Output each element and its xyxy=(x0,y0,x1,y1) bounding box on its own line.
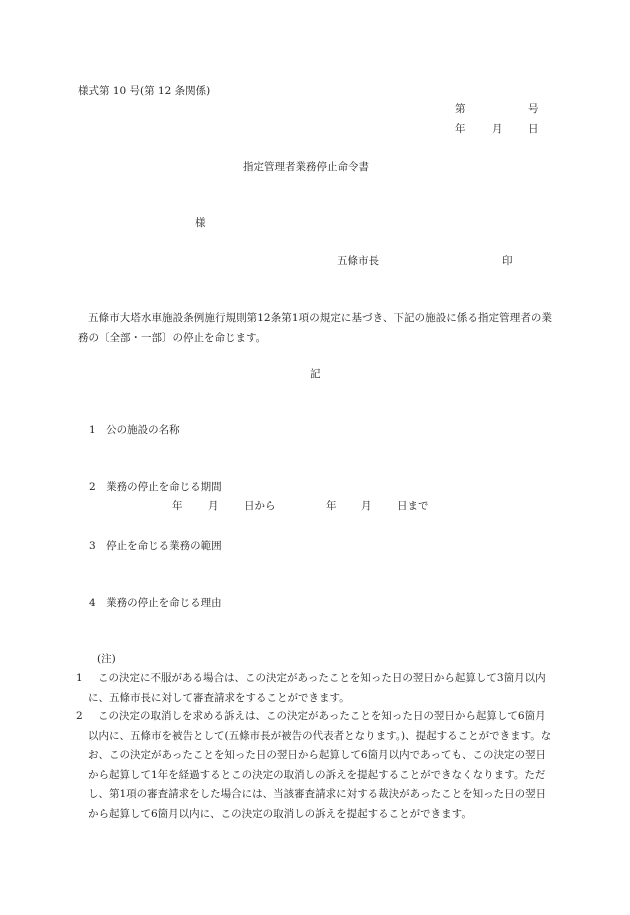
note-1-text: この決定に不服がある場合は、この決定があったことを知った日の翌日から起算して3箇月以内に、五條市長に対して審査請求をすることができます。 xyxy=(88,672,546,704)
note-1-number: 1 xyxy=(76,672,83,684)
item-facility-name: 1 公の施設の名称 xyxy=(89,424,180,436)
body-paragraph: 五條市大塔水車施設条例施行規則第12条第1項の規定に基づき、下記の施設に係る指定管理者の業務の〔全部・一部〕の停止を命じます。 xyxy=(78,312,552,344)
period-to-year: 年 xyxy=(326,500,337,512)
doc-date-month: 月 xyxy=(492,123,503,135)
notes-heading: (注) xyxy=(97,653,116,665)
note-2-text: この決定の取消しを求める訴えは、この決定があったことを知った日の翌日から起算して6箇月以内に、五條市を被告として(五條市長が被告の代表者となります。)、提起することができます。なお、この決定があったことを知った日の翌日から起算して6箇月以内であっても、この決定の翌日から起算して1年を経過するとこの決定の取消しの訴えを提起することができなくなります。ただし、第1項の審査請求をした場合には、当該審査請求に対する裁決があったことを知った日の翌日から起算して6箇月以内に、この決定の取消しの訴えを提起することができます。 xyxy=(88,710,552,820)
doc-number-go: 号 xyxy=(528,103,539,115)
item-suspension-period: 2 業務の停止を命じる期間 xyxy=(89,481,222,493)
period-from-year: 年 xyxy=(172,500,183,512)
period-from-month: 月 xyxy=(208,500,219,512)
issuer-seal: 印 xyxy=(502,255,513,267)
note-2-number: 2 xyxy=(76,710,83,722)
item-suspension-scope: 3 停止を命じる業務の範囲 xyxy=(89,540,222,552)
note-2 xyxy=(76,707,552,824)
ki-heading: 記 xyxy=(310,368,321,380)
document-title: 指定管理者業務停止命令書 xyxy=(243,161,369,173)
addressee-suffix: 様 xyxy=(195,217,206,229)
period-to-month: 月 xyxy=(361,500,372,512)
item-suspension-reason: 4 業務の停止を命じる理由 xyxy=(89,597,222,609)
period-to-day: 日まで xyxy=(397,500,429,512)
note-1 xyxy=(76,669,552,708)
doc-number-dai: 第 xyxy=(455,103,466,115)
form-label: 様式第 10 号(第 12 条関係) xyxy=(78,85,211,97)
issuer-name: 五條市長 xyxy=(337,255,379,267)
period-from-day: 日から xyxy=(244,500,276,512)
doc-date-year: 年 xyxy=(455,123,466,135)
doc-date-day: 日 xyxy=(528,123,539,135)
